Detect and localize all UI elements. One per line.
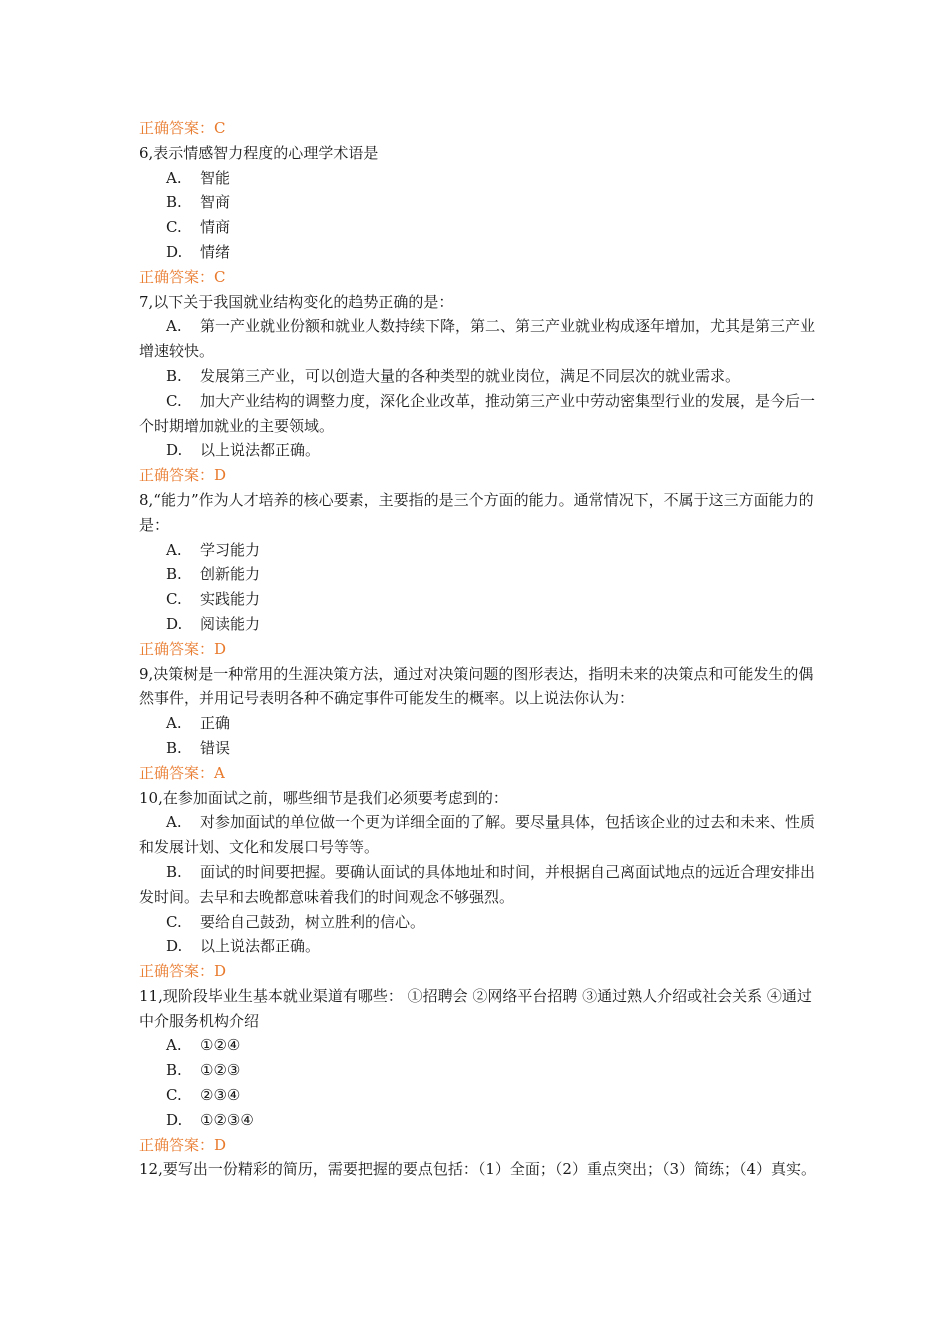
option-q8-b: B. 创新能力 [166, 565, 261, 584]
option-q9-a: A. 正确 [166, 714, 231, 733]
answer-q9: 正确答案：A [139, 763, 225, 782]
answer-q6: 正确答案：C [139, 267, 226, 286]
option-q11-b: B. ①②③ [166, 1061, 241, 1080]
option-q6-a: A. 智能 [166, 168, 231, 187]
option-q8-c: C. 实践能力 [166, 590, 261, 609]
option-q10-d: D. 以上说法都正确。 [166, 937, 321, 956]
option-q10-a: A. 对参加面试的单位做一个更为详细全面的了解。要尽量具体，包括该企业的过去和未来、性质和发展计划、文化和发展口号等等。 [139, 813, 816, 857]
option-q10-b: B. 面试的时间要把握。要确认面试的具体地址和时间，并根据自己离面试地点的远近合理安排出发时间。去早和去晚都意味着我们的时间观念不够强烈。 [139, 862, 816, 906]
answer-q5: 正确答案：C [139, 119, 226, 137]
option-q8-d: D. 阅读能力 [166, 614, 261, 633]
answer-q11: 正确答案：D [139, 1135, 227, 1154]
option-q8-a: A. 学习能力 [166, 540, 261, 559]
question-12: 12,要写出一份精彩的简历，需要把握的要点包括：（1）全面；（2）重点突出；（3）简练；（4）真实。 [139, 1160, 817, 1179]
question-11: 11,现阶段毕业生基本就业渠道有哪些： ①招聘会 ②网络平台招聘 ③通过熟人介绍或社会关系 ④通过中介服务机构介绍 [139, 986, 812, 1030]
option-q7-c: C. 加大产业结构的调整力度，深化企业改革，推动第三产业中劳动密集型行业的发展，是今后一个时期增加就业的主要领域。 [139, 391, 816, 435]
answer-q7: 正确答案：D [139, 466, 227, 485]
question-10: 10,在参加面试之前，哪些细节是我们必须要考虑到的： [139, 788, 508, 807]
answer-q8: 正确答案：D [139, 639, 227, 658]
option-q11-c: C. ②③④ [166, 1086, 241, 1105]
option-q7-b: B. 发展第三产业，可以创造大量的各种类型的就业岗位，满足不同层次的就业需求。 [166, 366, 741, 385]
option-q11-d: D. ①②③④ [166, 1110, 254, 1129]
answer-q10: 正确答案：D [139, 962, 227, 981]
question-7: 7,以下关于我国就业结构变化的趋势正确的是： [139, 292, 454, 311]
option-q6-c: C. 情商 [166, 218, 231, 237]
option-q10-c: C. 要给自己鼓劲，树立胜利的信心。 [166, 912, 426, 931]
question-9: 9,决策树是一种常用的生涯决策方法，通过对决策问题的图形表达，指明未来的决策点和可能发生的偶然事件，并用记号表明各种不确定事件可能发生的概率。以上说法你认为： [139, 664, 814, 708]
question-8: 8,“能力”作为人才培养的核心要素，主要指的是三个方面的能力。通常情况下，不属于这三方面能力的是： [139, 490, 814, 534]
option-q6-b: B. 智商 [166, 193, 231, 212]
question-6: 6,表示情感智力程度的心理学术语是 [139, 143, 379, 162]
option-q7-a: A. 第一产业就业份额和就业人数持续下降，第二、第三产业就业构成逐年增加，尤其是第三产业增速较快。 [139, 317, 816, 361]
option-q11-a: A. ①②④ [166, 1036, 241, 1055]
option-q7-d: D. 以上说法都正确。 [166, 441, 321, 460]
option-q6-d: D. 情绪 [166, 242, 231, 261]
option-q9-b: B. 错误 [166, 738, 231, 757]
quiz-content [139, 116, 819, 1182]
